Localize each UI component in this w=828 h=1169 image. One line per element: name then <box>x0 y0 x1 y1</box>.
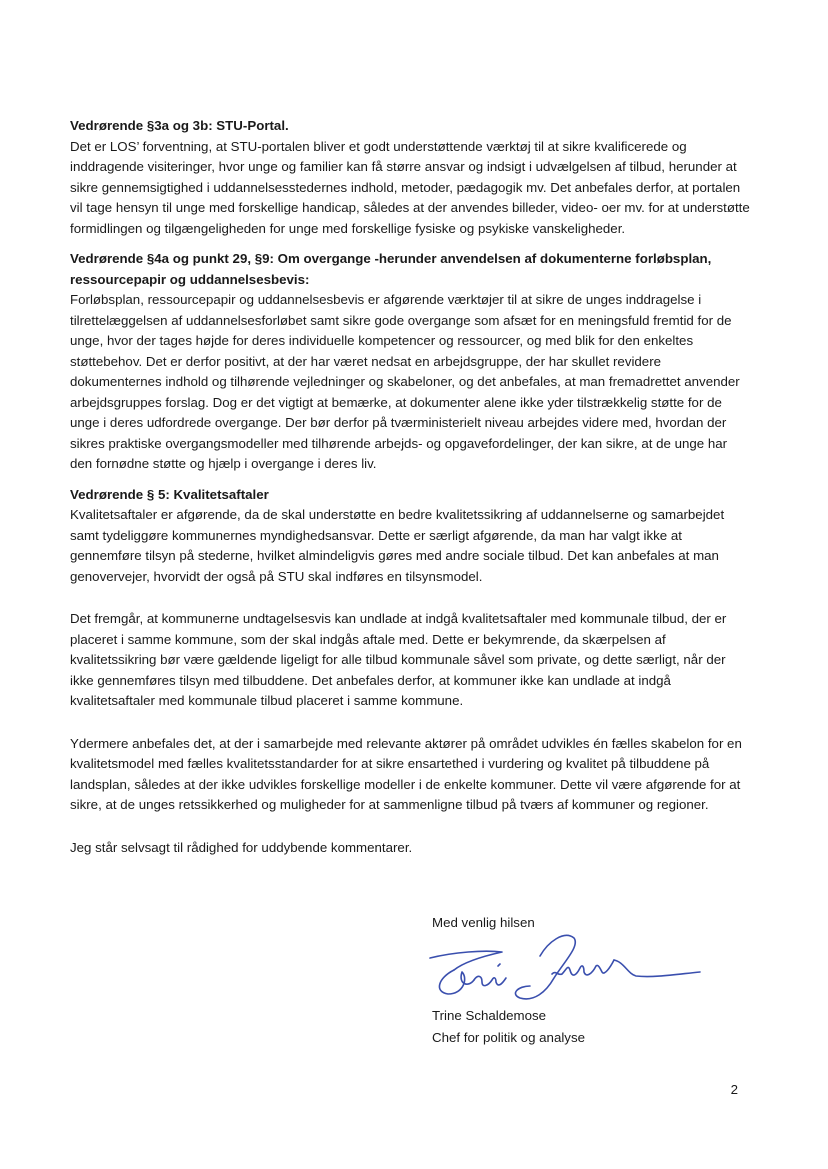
signer-block <box>432 1005 585 1049</box>
handwritten-signature <box>424 922 704 1004</box>
paragraph-skabelon: Ydermere anbefales det, at der i samarbejde med relevante aktører på området udvikles én fælles skabelon for en kvalitetsmodel med fælles kvalitetsstandarder for at sikre ensartethed i vurdering og kvalitet på tilbuddene på landsplan, således at der ikke udvikles forskellige modeller i de enkelte kommuner. Dette vil være afgørende for at sikre, at de unges retssikkerhed og muligheder for at sammenligne tilbud på tværs af kommuner og regioner. <box>70 735 742 812</box>
letter-body <box>70 116 750 858</box>
section-text: Kvalitetsaftaler er afgørende, da de skal understøtte en bedre kvalitetssikring af uddannelserne og samarbejdet samt tydeliggøre kommunernes myndighedsansvar. Dette er særligt afgørende, da man har valgt ikke at gennemføre tilsyn på stederne, hvilket almindeligvis gøres med andre sociale tilbud. Det kan anbefales at man genovervejer, hvorvidt der også på STU skal indføres en tilsynsmodel. <box>70 507 725 584</box>
section-overgange <box>70 249 750 475</box>
section-heading: Vedrørende §4a og punkt 29, §9: Om overgange -herunder anvendelsen af dokumenterne forløbsplan, ressourcepapir og uddannelsesbevis: <box>70 251 712 287</box>
signer-title: Chef for politik og analyse <box>432 1030 585 1045</box>
signer-name: Trine Schaldemose <box>432 1008 547 1023</box>
section-heading: Vedrørende §3a og 3b: STU-Portal. <box>70 118 289 133</box>
page-number: 2 <box>730 1082 738 1097</box>
section-kvalitetsaftaler <box>70 485 750 588</box>
section-heading: Vedrørende § 5: Kvalitetsaftaler <box>70 486 269 502</box>
paragraph-undtagelse: Det fremgår, at kommunerne undtagelsesvis kan undlade at indgå kvalitetsaftaler med kommunale tilbud, der er placeret i samme kommune, som der skal indgås aftale med. Dette er bekymrende, da skærpelsen af kvalitetssikring bør være gældende ligeligt for alle tilbud kommunale såvel som private, og dette særligt, når der ikke gennemføres tilsyn med tilbuddene. Det anbefales derfor, at kommuner ikke kan undlade at indgå kvalitetsaftaler med kommunale tilbud placeret i samme kommune. <box>70 611 727 708</box>
section-stu-portal <box>70 116 750 239</box>
closing-greeting: Med venlig hilsen <box>432 915 535 930</box>
section-text: Forløbsplan, ressourcepapir og uddannelsesbevis er afgørende værktøjer til at sikre de unges inddragelse i tilrettelæggelsen af uddannelsesforløbet samt sikre gode overgange som afsæt for en meningsfuld fremtid for de unge, hvor der tages højde for deres individuelle kompetencer og ressourcer, og med blik for den enkeltes støttebehov. Det er derfor positivt, at der har været nedsat en arbejdsgruppe, der har skullet revidere dokumenternes indhold og tilhørende vejledninger og skabeloner, og det anbefales, at man fremadrettet anvender arbejdsgruppes forslag. Dog er det vigtigt at bemærke, at dokumenter alene ikke yder tilstrækkelig støtte for de unge i deres udfordrede overgange. Der bør derfor på tværministerielt niveau arbejdes videre med, hvordan der sikres praktiske overgangsmodeller med tilhørende arbejds- og opgavefordelinger, der kan sikre, at de unge har den fornødne støtte og hjælp i overgange i deres liv. <box>70 292 740 471</box>
paragraph-closing-remark: Jeg står selvsagt til rådighed for uddybende kommentarer. <box>70 839 413 855</box>
section-text: Det er LOS’ forventning, at STU-portalen bliver et godt understøttende værktøj til at sikre kvalificerede og inddragende visiteringer, hvor unge og familier kan få større ansvar og indsigt i udvælgelsen af tilbud, herunder at sikre gennemsigtighed i uddannelsesstedernes indhold, metoder, pædagogik mv. Det anbefales derfor, at portalen vil tage hensyn til unge med forskellige handicap, således at der anvendes billeder, video- oer mv. for at understøtte formidlingen og tilgængeligheden for unge med forskellige fysiske og psykiske vanskeligheder. <box>70 138 750 236</box>
